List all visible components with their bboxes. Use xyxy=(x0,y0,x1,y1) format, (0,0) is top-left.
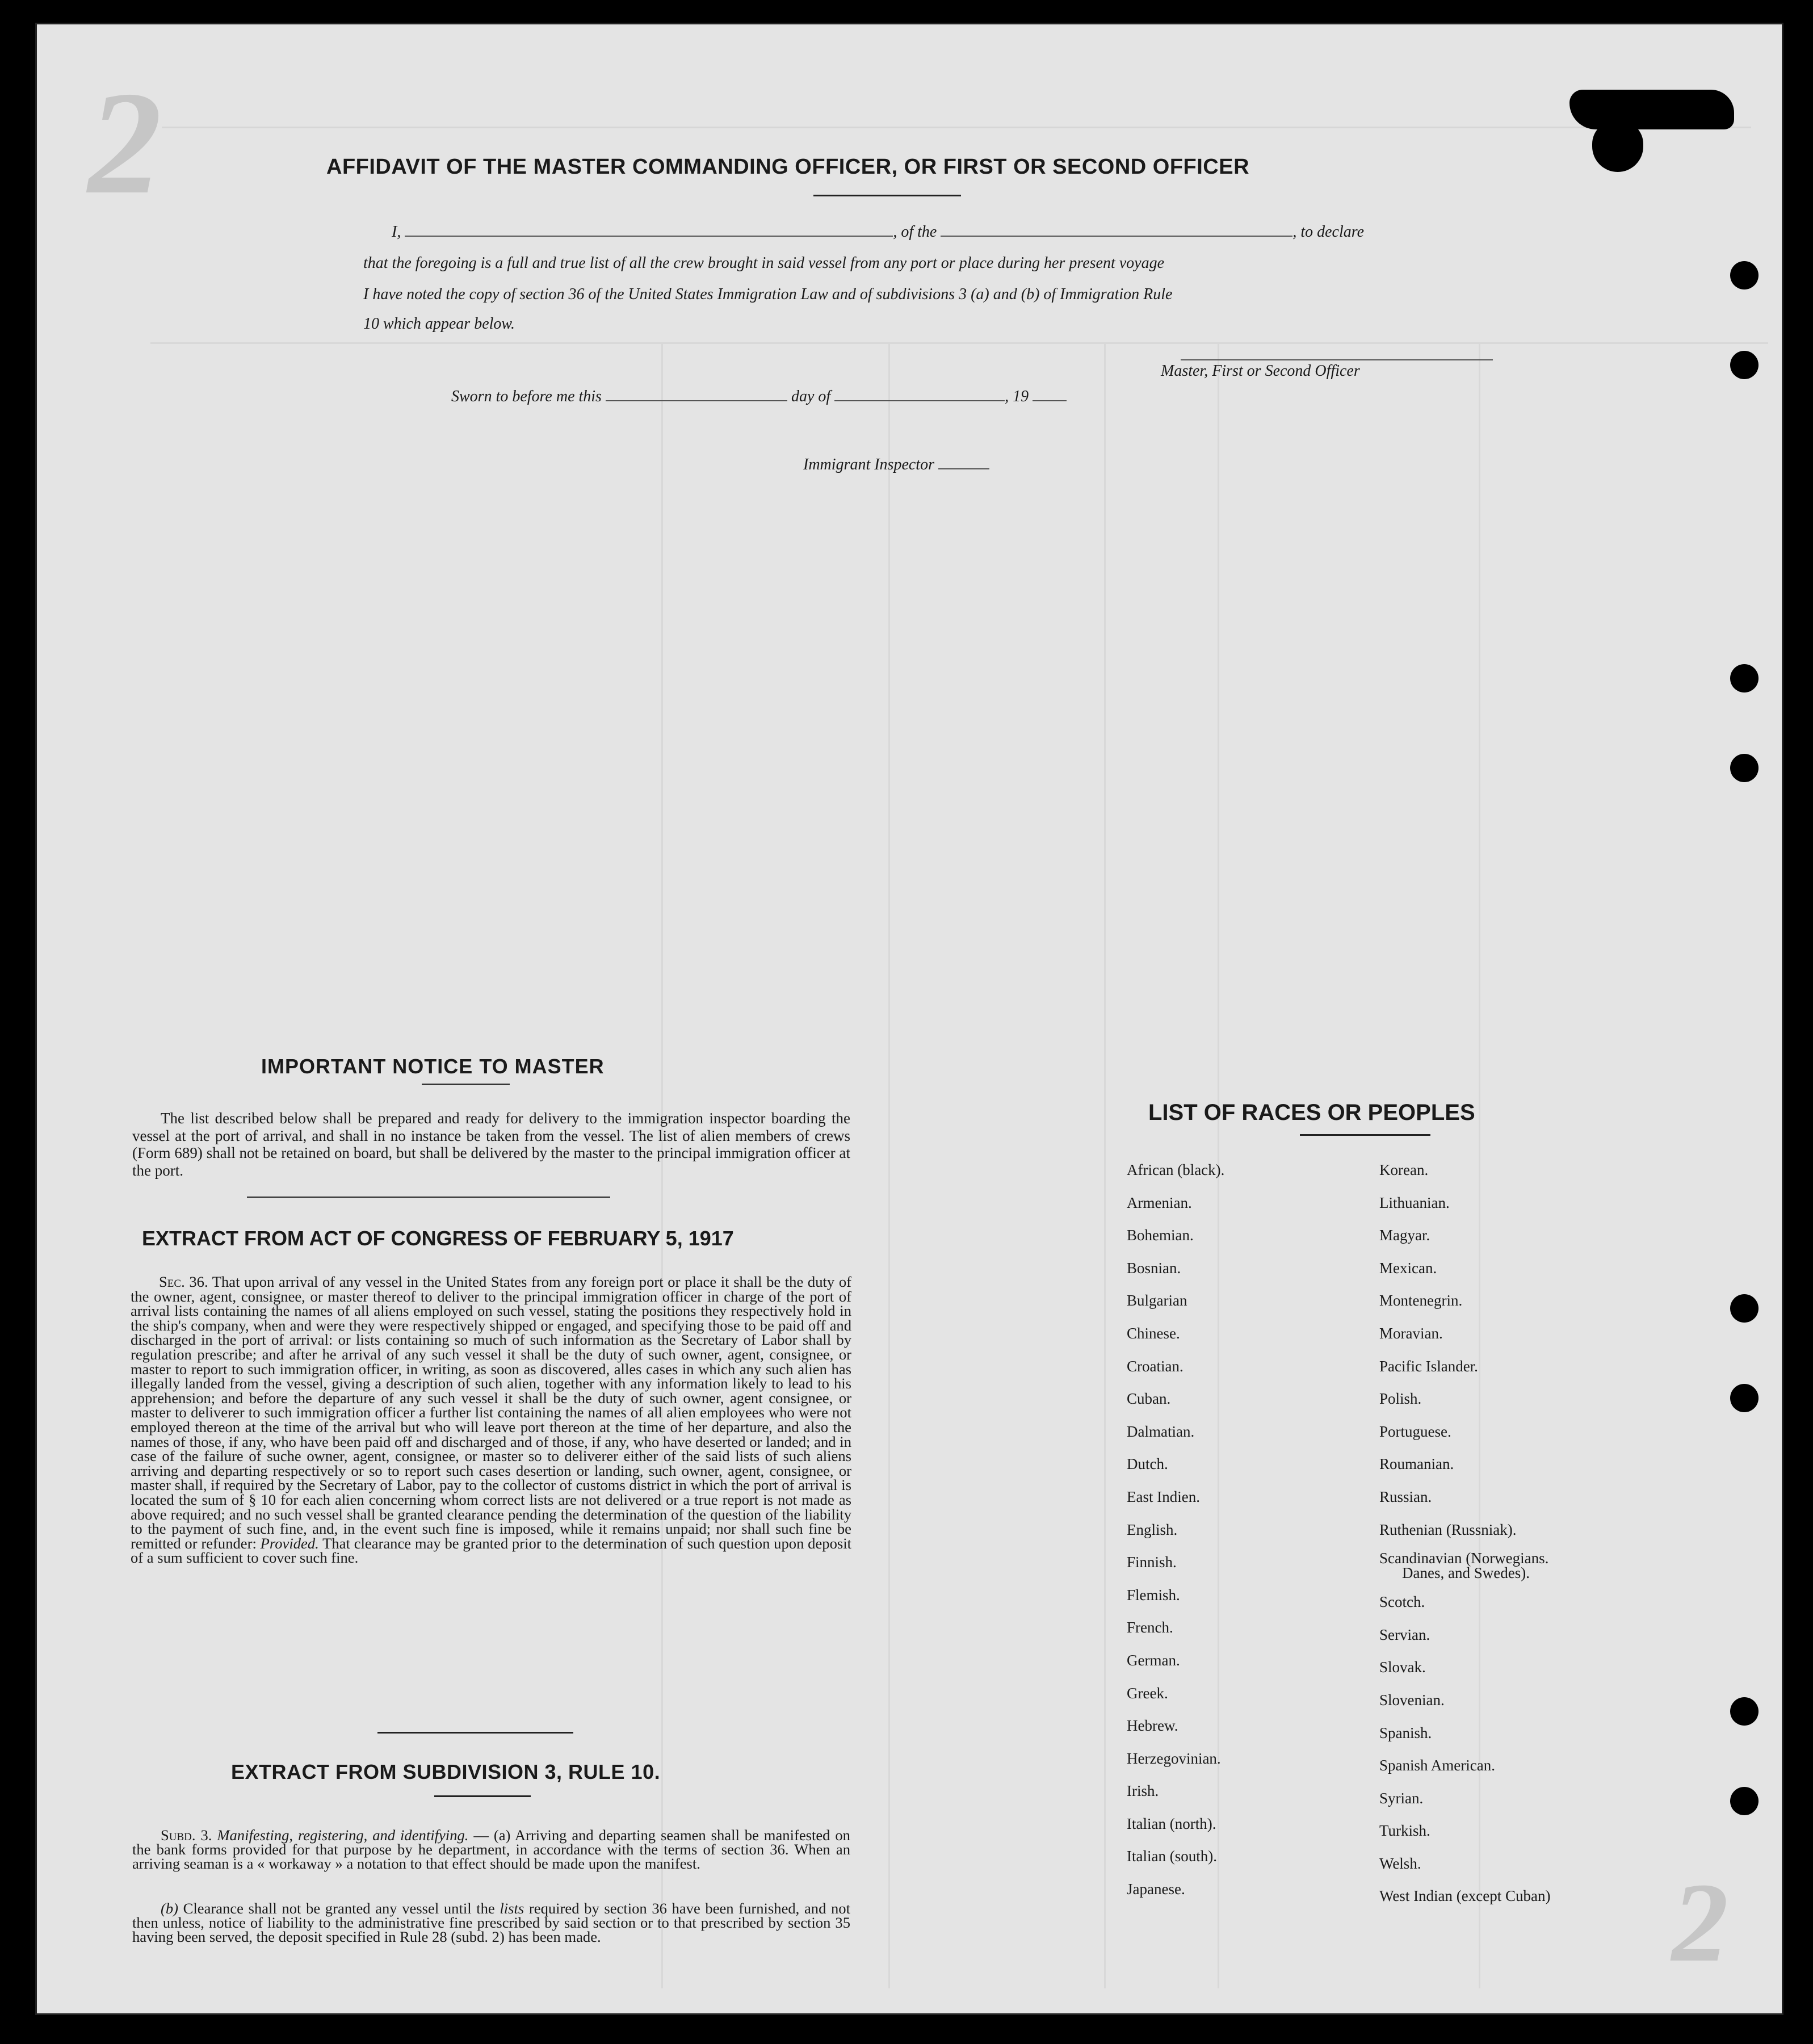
notice-divider xyxy=(247,1197,610,1198)
notice-underline xyxy=(422,1084,510,1085)
race-item: Moravian. xyxy=(1379,1324,1443,1342)
race-item: Welsh. xyxy=(1379,1854,1421,1872)
binder-hole xyxy=(1730,1697,1759,1726)
inspector-line xyxy=(803,456,989,474)
officer-name-field[interactable] xyxy=(405,236,893,237)
race-item: Flemish. xyxy=(1127,1586,1180,1604)
race-item: Dalmatian. xyxy=(1127,1422,1195,1440)
races-left-column xyxy=(1127,1154,1224,1906)
race-item: Bohemian. xyxy=(1127,1227,1194,1244)
race-item: Bosnian. xyxy=(1127,1259,1181,1277)
race-item: Dutch. xyxy=(1127,1455,1168,1473)
day-of-label: day of xyxy=(791,388,831,405)
race-item: Slovenian. xyxy=(1379,1691,1445,1709)
race-item: Bulgarian xyxy=(1127,1292,1187,1309)
act-divider xyxy=(377,1732,573,1734)
signature-line[interactable] xyxy=(1181,359,1493,360)
sworn-label: Sworn to before me this xyxy=(451,388,602,405)
affidavit-line4: 10 which appear below. xyxy=(363,315,515,333)
race-item: Scotch. xyxy=(1379,1593,1425,1611)
act-body-end: That clearance may be granted prior to the determination of such question upon deposit of a sum sufficient to cover such fine. xyxy=(131,1534,852,1567)
race-item: Cuban. xyxy=(1127,1390,1171,1408)
races-divider xyxy=(1300,1134,1430,1136)
bleed-rule xyxy=(150,342,1768,344)
inspector-signature-field[interactable] xyxy=(938,468,989,469)
affidavit-line2: that the foregoing is a full and true list of all the crew brought in said vessel from any port or place during her present voyage xyxy=(363,254,1165,272)
race-item: East Indien. xyxy=(1127,1488,1200,1505)
title-divider xyxy=(813,195,961,196)
rule-subd-a xyxy=(132,1828,850,1871)
race-item: Italian (north). xyxy=(1127,1815,1216,1832)
rule-subd-b xyxy=(132,1902,850,1945)
race-item: French. xyxy=(1127,1619,1173,1636)
race-item: Spanish. xyxy=(1379,1724,1432,1741)
i-label: I, xyxy=(392,223,401,241)
sworn-day-field[interactable] xyxy=(606,400,787,401)
act-body xyxy=(131,1275,851,1565)
sworn-year-field[interactable] xyxy=(1033,400,1067,401)
act-title: EXTRACT FROM ACT OF CONGRESS OF FEBRUARY 5, 1917 xyxy=(142,1227,734,1250)
ink-blot xyxy=(1592,121,1643,172)
race-item: German. xyxy=(1127,1651,1180,1669)
to-declare-label: , to declare xyxy=(1292,223,1365,241)
binder-hole xyxy=(1730,1384,1759,1412)
binder-hole xyxy=(1730,351,1759,379)
signer-label: Master, First or Second Officer xyxy=(1161,362,1360,380)
race-item: Japanese. xyxy=(1127,1881,1185,1898)
race-item: Montenegrin. xyxy=(1379,1292,1463,1309)
rule-title: EXTRACT FROM SUBDIVISION 3, RULE 10. xyxy=(231,1760,661,1783)
rule-a-body: — (a) Arriving and departing seamen shall be manifested on the bank forms provided for that purpose by he department, in accordance with the terms of section 36. When an arriving seaman is a « workaway » a notation to that effect should be made upon the manifest. xyxy=(132,1827,850,1873)
race-item: Servian. xyxy=(1379,1626,1430,1643)
race-item: Italian (south). xyxy=(1127,1848,1217,1865)
act-provided: Provided. xyxy=(260,1534,319,1552)
notice-title: IMPORTANT NOTICE TO MASTER xyxy=(261,1055,605,1078)
rule-b-body1: Clearance shall not be granted any vessel until the xyxy=(183,1900,495,1917)
binder-hole xyxy=(1730,261,1759,289)
race-item: Mexican. xyxy=(1379,1259,1437,1277)
race-item: Greek. xyxy=(1127,1684,1168,1702)
ink-blot xyxy=(1569,90,1734,129)
race-item: Croatian. xyxy=(1127,1357,1184,1375)
race-item: Roumanian. xyxy=(1379,1455,1454,1473)
document-page xyxy=(35,23,1783,2015)
rule-b-label: (b) xyxy=(161,1900,179,1917)
race-item: Turkish. xyxy=(1379,1822,1430,1840)
races-title: LIST OF RACES OR PEOPLES xyxy=(1148,1100,1475,1125)
race-item: Pacific Islander. xyxy=(1379,1357,1478,1375)
year-label: , 19 xyxy=(1005,388,1029,405)
affidavit-title: AFFIDAVIT OF THE MASTER COMMANDING OFFICER, OR FIRST OR SECOND OFFICER xyxy=(326,155,1250,179)
race-item: Korean. xyxy=(1379,1161,1429,1178)
rule-divider xyxy=(434,1795,531,1797)
race-item: English. xyxy=(1127,1521,1178,1538)
sworn-line xyxy=(451,388,1067,406)
race-item: Russian. xyxy=(1379,1488,1432,1505)
race-item: Irish. xyxy=(1127,1782,1159,1800)
race-item: Chinese. xyxy=(1127,1324,1180,1342)
race-item: Slovak. xyxy=(1379,1659,1426,1676)
bleed-rule xyxy=(162,127,1751,128)
race-item: Scandinavian (Norwegians. xyxy=(1379,1550,1549,1567)
race-item: Herzegovinian. xyxy=(1127,1749,1221,1767)
rule-b-body2: required by section 36 have been furnished, and not then unless, notice of liability to the administrative fine prescribed by said section or to that prescribed by section 35 having been served, the deposit specified in Rule 28 (subd. 2) has been made. xyxy=(132,1900,850,1946)
bleed-numeral-decoration-bottom: 2 xyxy=(1672,1860,1728,1986)
race-item: Hebrew. xyxy=(1127,1717,1178,1735)
bleed-column-line xyxy=(888,342,890,1988)
race-item: Lithuanian. xyxy=(1379,1194,1450,1211)
inspector-label: Immigrant Inspector xyxy=(803,456,934,473)
binder-hole xyxy=(1730,754,1759,782)
race-item: Portuguese. xyxy=(1379,1422,1451,1440)
races-right-column xyxy=(1379,1154,1550,1913)
race-item: Syrian. xyxy=(1379,1789,1424,1807)
race-item: Danes, and Swedes). xyxy=(1402,1564,1530,1582)
race-item: Finnish. xyxy=(1127,1554,1177,1571)
act-sec-label: Sec. 36. xyxy=(159,1273,208,1290)
rule-a-italic: Manifesting, registering, and identifying. xyxy=(217,1827,469,1844)
bleed-column-line xyxy=(1104,342,1106,1988)
binder-hole xyxy=(1730,1787,1759,1815)
race-item: West Indian (except Cuban) xyxy=(1379,1887,1551,1905)
notice-body: The list described below shall be prepared and ready for delivery to the immigration inspector boarding the vessel at the port of arrival, and shall in no instance be taken from the vessel. The list of alien members of crews (Form 689) shall not be retained on board, but shall be delivered by the master to the principal immigration officer at the port. xyxy=(132,1110,850,1179)
vessel-name-field[interactable] xyxy=(941,236,1292,237)
race-item: African (black). xyxy=(1127,1161,1225,1178)
sworn-month-field[interactable] xyxy=(834,400,1005,401)
race-item: Spanish American. xyxy=(1379,1757,1495,1774)
binder-hole xyxy=(1730,1294,1759,1323)
affidavit-line1 xyxy=(392,223,1364,241)
rule-b-italic: lists xyxy=(500,1900,524,1917)
of-the-label: , of the xyxy=(893,223,937,241)
affidavit-line3: I have noted the copy of section 36 of the United States Immigration Law and of subdivisions 3 (a) and (b) of Immigration Rule xyxy=(363,286,1173,303)
act-body-text: That upon arrival of any vessel in the United States from any foreign port or place it shall be the duty of the owner, agent, consignee, or master thereof to deliver to the principal immigration officer in charge of the port of arrival lists containing the names of all aliens employed on such vessel, stating the positions they respectively hold in the ship's company, when and were they were respectively shipped or engaged, and specifying those to be paid off and discharged in the port of arrival: or lists containing so much of such information as the Secretary of Labor shall by regulation prescribe; and after he arrival of any such vessel it shall be the duty of such owner, agent, consignee, or master to report to such immigration officer, in writing, as soon as discovered, alles cases in which any such alien has illegally landed from the vessel, giving a description of such alien, together with any information likely to lead to his apprehension; and before the departure of any such vessel it shall be the duty of such owner, agent consignee, or master to deliverer to such immigration officer a further list containing the names of all alien employees who were not employed thereon at the time of the arrival but who will leave port thereon at the time of her departure, and also the names of those, if any, who have been paid off and discharged and of those, if any, who have deserted or landed; and in case of the failure of suche owner, agent, consignee, or master so to deliverer either of the said lists of such aliens arriving and departing respectively or so to report such cases desertion or landing, such owner, agent, consignee, or master shall, if required by the Secretary of Labor, pay to the collector of customs district in which the port of arrival is located the sum of § 10 for each alien concerning whom correct lists are not delivered or a true report is not made as above required; and no such vessel shall be granted clearance pending the determination of the question of the liability to the payment of such fine, and, in the event such fine is imposed, while it remains unpaid; nor shall such fine be remitted or refunder: xyxy=(131,1273,851,1552)
binder-hole xyxy=(1730,664,1759,692)
race-item: Armenian. xyxy=(1127,1194,1192,1211)
race-item: Polish. xyxy=(1379,1390,1422,1408)
rule-a-label: Subd. 3. xyxy=(161,1827,212,1844)
race-item: Ruthenian (Russniak). xyxy=(1379,1521,1517,1538)
bleed-numeral-decoration: 2 xyxy=(88,61,162,225)
race-item: Magyar. xyxy=(1379,1227,1430,1244)
